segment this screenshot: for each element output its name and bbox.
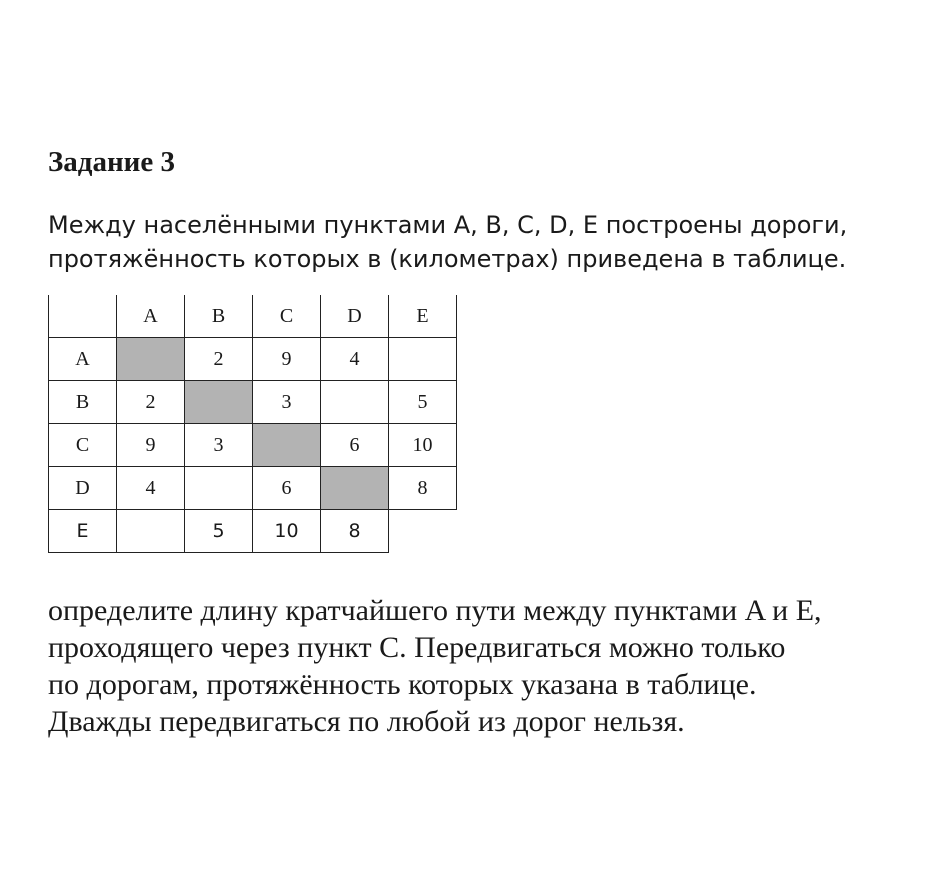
table-cell: 3 <box>185 424 253 467</box>
row-header: A <box>49 338 117 381</box>
table-cell: 8 <box>321 510 389 553</box>
table-cell: 4 <box>321 338 389 381</box>
intro-text <box>48 208 928 276</box>
corner-cell <box>49 295 117 338</box>
distance-table <box>48 295 457 553</box>
question-line-4: Дважды передвигаться по любой из дорог нельзя. <box>48 705 685 738</box>
row-header: B <box>49 381 117 424</box>
table-cell: 6 <box>321 424 389 467</box>
table-cell: 9 <box>117 424 185 467</box>
intro-line-1: Между населёнными пунктами A, B, C, D, E построены дороги, <box>48 211 848 239</box>
question-line-3: по дорогам, протяжённость которых указана в таблице. <box>48 668 757 701</box>
table-cell <box>117 510 185 553</box>
table-cell: 9 <box>253 338 321 381</box>
table-cell: 6 <box>253 467 321 510</box>
question-text <box>48 592 928 740</box>
table-row <box>49 467 457 510</box>
table-row <box>49 381 457 424</box>
missing-cell <box>389 510 457 553</box>
row-header: C <box>49 424 117 467</box>
table-row <box>49 510 457 553</box>
column-header: B <box>185 295 253 338</box>
intro-line-2: протяжённость которых в (километрах) приведена в таблице. <box>48 245 847 273</box>
diagonal-cell <box>117 338 185 381</box>
table-cell: 2 <box>117 381 185 424</box>
question-line-1: определите длину кратчайшего пути между пунктами A и E, <box>48 594 822 627</box>
column-header: D <box>321 295 389 338</box>
table-cell: 5 <box>389 381 457 424</box>
table-cell: 4 <box>117 467 185 510</box>
table-cell: 10 <box>253 510 321 553</box>
table-header-row <box>49 295 457 338</box>
table-cell <box>389 338 457 381</box>
column-header: C <box>253 295 321 338</box>
column-header: A <box>117 295 185 338</box>
diagonal-cell <box>321 467 389 510</box>
table-cell: 8 <box>389 467 457 510</box>
table-cell <box>321 381 389 424</box>
diagonal-cell <box>253 424 321 467</box>
diagonal-cell <box>185 381 253 424</box>
table-cell: 5 <box>185 510 253 553</box>
table-row <box>49 424 457 467</box>
table-cell: 10 <box>389 424 457 467</box>
table-cell <box>185 467 253 510</box>
table-cell: 2 <box>185 338 253 381</box>
row-header: D <box>49 467 117 510</box>
table-cell: 3 <box>253 381 321 424</box>
row-header: E <box>49 510 117 553</box>
question-line-2: проходящего через пункт C. Передвигаться можно только <box>48 631 786 664</box>
task-title: Задание 3 <box>48 146 176 178</box>
column-header: E <box>389 295 457 338</box>
table-row <box>49 338 457 381</box>
